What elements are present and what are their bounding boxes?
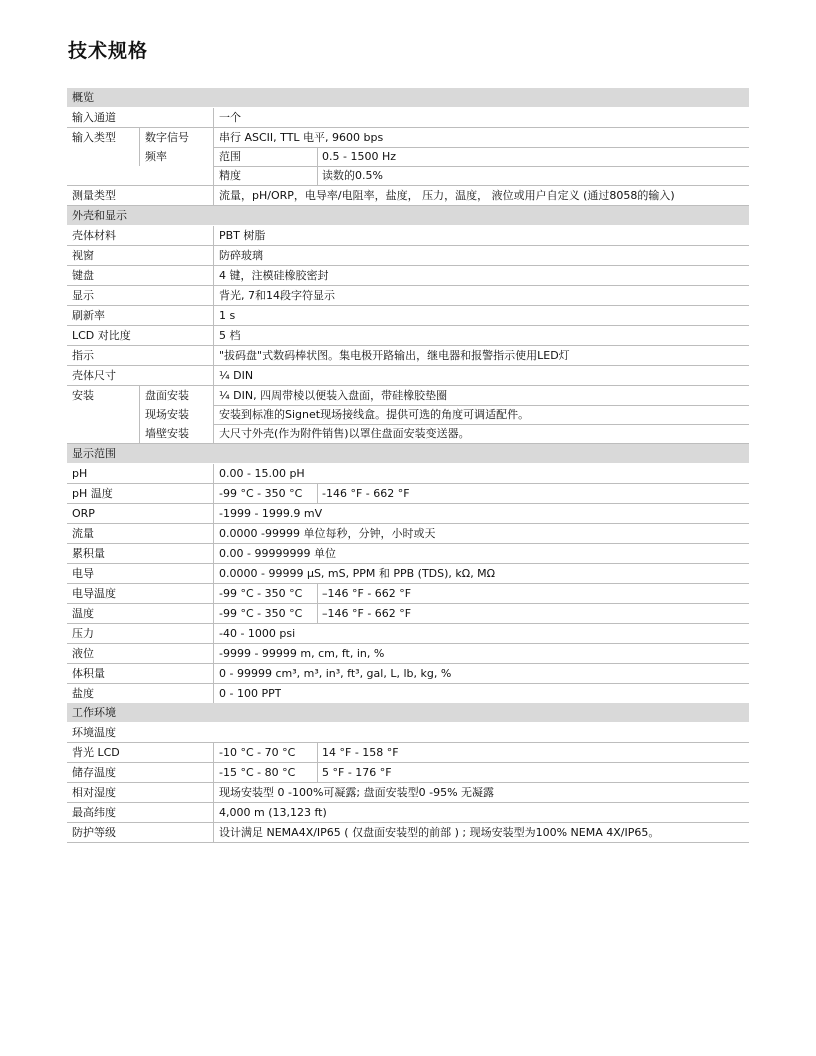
spec-row [67, 306, 749, 326]
column-divider [213, 366, 214, 385]
section-header: 工作环境 [67, 703, 749, 723]
row-label: 键盘 [72, 269, 94, 282]
spec-row [67, 803, 749, 823]
row-value: 串行 ASCII, TTL 电平, 9600 bps [219, 131, 384, 144]
row-value-secondary: -146 °F - 662 °F [322, 487, 410, 500]
spec-row [67, 286, 749, 306]
row-value: 1 s [219, 309, 236, 322]
row-label: 储存温度 [72, 766, 116, 779]
spec-row [67, 644, 749, 664]
row-sublabel: 盘面安装 [145, 389, 189, 402]
column-divider [213, 743, 214, 762]
spec-row [67, 266, 749, 286]
row-label: pH [72, 467, 88, 480]
row-label: 电导 [72, 567, 94, 580]
spec-row [67, 743, 749, 763]
row-label: 流量 [72, 527, 94, 540]
spec-row [67, 186, 749, 206]
row-value: 5 档 [219, 329, 241, 342]
spec-row [67, 424, 749, 444]
row-value: 0.00 - 15.00 pH [219, 467, 305, 480]
spec-row [67, 504, 749, 524]
row-value: 4 键，注模硅橡胶密封 [219, 269, 329, 282]
column-divider [213, 147, 214, 166]
column-divider [317, 604, 318, 623]
row-value: -9999 - 99999 m, cm, ft, in, % [219, 647, 385, 660]
column-divider [213, 266, 214, 285]
row-label: 显示 [72, 289, 94, 302]
row-value-secondary: 读数的0.5% [322, 169, 383, 182]
row-value: 防碎玻璃 [219, 249, 263, 262]
row-label: 盐度 [72, 687, 94, 700]
row-value-secondary: –146 °F - 662 °F [322, 587, 412, 600]
row-value: -40 - 1000 psi [219, 627, 296, 640]
row-label: 最高纬度 [72, 806, 116, 819]
column-divider [317, 743, 318, 762]
row-value: 精度 [219, 169, 241, 182]
row-label: 安装 [72, 389, 94, 402]
column-divider [213, 386, 214, 405]
spec-row [67, 684, 749, 703]
row-label: 防护等级 [72, 826, 116, 839]
column-divider [213, 624, 214, 643]
column-divider [213, 306, 214, 325]
row-value: -1999 - 1999.9 mV [219, 507, 323, 520]
column-divider [213, 405, 214, 424]
row-label: 背光 LCD [72, 746, 120, 759]
column-divider [213, 763, 214, 782]
row-label: 相对湿度 [72, 786, 116, 799]
spec-row [67, 524, 749, 544]
row-label: 温度 [72, 607, 94, 620]
spec-table [67, 88, 749, 843]
row-label: 壳体材料 [72, 229, 116, 242]
column-divider [213, 186, 214, 205]
section-header: 概览 [67, 88, 749, 108]
row-value: 0.0000 -99999 单位每秒，分钟，小时或天 [219, 527, 436, 540]
spec-row [67, 405, 749, 424]
row-value: 现场安装型 0 -100%可凝露; 盘面安装型0 -95% 无凝露 [219, 786, 495, 799]
column-divider [317, 763, 318, 782]
row-sublabel: 现场安装 [145, 408, 189, 421]
row-value: 安装到标准的Signet现场接线盒。提供可选的角度可调适配件。 [219, 408, 530, 421]
row-label: 累积量 [72, 547, 105, 560]
row-value: 大尺寸外壳(作为附件销售)以罩住盘面安装变送器。 [219, 427, 470, 440]
row-sublabel: 数字信号 [145, 131, 189, 144]
page-title: 技术规格 [68, 40, 149, 62]
row-value: 0.0000 - 99999 μS, mS, PPM 和 PPB (TDS), kΩ, MΩ [219, 567, 496, 580]
column-divider [213, 564, 214, 583]
spec-row [67, 326, 749, 346]
row-value: 范围 [219, 150, 241, 163]
section-header: 显示范围 [67, 444, 749, 464]
row-value: -99 °C - 350 °C [219, 587, 303, 600]
spec-row [67, 166, 749, 186]
column-divider [213, 524, 214, 543]
row-value: -10 °C - 70 °C [219, 746, 296, 759]
column-divider [139, 147, 140, 166]
row-label: 体积量 [72, 667, 105, 680]
row-label: LCD 对比度 [72, 329, 131, 342]
row-label: 电导温度 [72, 587, 116, 600]
spec-row [67, 564, 749, 584]
row-value: 一个 [219, 111, 241, 124]
spec-row [67, 783, 749, 803]
column-divider [213, 108, 214, 127]
column-divider [213, 226, 214, 245]
column-divider [213, 544, 214, 563]
column-divider [213, 584, 214, 603]
row-value: 0 - 99999 cm³, m³, in³, ft³, gal, L, lb, kg, % [219, 667, 452, 680]
column-divider [139, 424, 140, 443]
column-divider [139, 386, 140, 405]
row-label: 环境温度 [72, 726, 116, 739]
column-divider [213, 128, 214, 147]
section-header: 外壳和显示 [67, 206, 749, 226]
spec-row [67, 763, 749, 783]
spec-row [67, 604, 749, 624]
row-value: 4,000 m (13,123 ft) [219, 806, 327, 819]
row-value: 0 - 100 PPT [219, 687, 282, 700]
column-divider [213, 803, 214, 822]
row-value-secondary: 0.5 - 1500 Hz [322, 150, 396, 163]
row-value: ¼ DIN, 四周带棱以便装入盘面，带硅橡胶垫圈 [219, 389, 448, 402]
row-label: 指示 [72, 349, 94, 362]
column-divider [213, 644, 214, 663]
column-divider [213, 286, 214, 305]
spec-row [67, 584, 749, 604]
column-divider [213, 166, 214, 185]
row-value-secondary: 14 °F - 158 °F [322, 746, 399, 759]
column-divider [213, 484, 214, 503]
spec-row [67, 544, 749, 564]
spec-row [67, 664, 749, 684]
column-divider [317, 147, 318, 166]
column-divider [213, 424, 214, 443]
spec-row [67, 226, 749, 246]
row-label: 压力 [72, 627, 94, 640]
spec-row [67, 147, 749, 166]
column-divider [139, 405, 140, 424]
row-label: 液位 [72, 647, 94, 660]
spec-row [67, 346, 749, 366]
spec-row [67, 386, 749, 405]
column-divider [139, 128, 140, 147]
row-label: 壳体尺寸 [72, 369, 116, 382]
row-sublabel: 频率 [145, 150, 167, 163]
row-value: -99 °C - 350 °C [219, 487, 303, 500]
column-divider [317, 484, 318, 503]
column-divider [213, 664, 214, 683]
row-value-secondary: –146 °F - 662 °F [322, 607, 412, 620]
row-value: -99 °C - 350 °C [219, 607, 303, 620]
row-value: PBT 树脂 [219, 229, 266, 242]
row-label: 视窗 [72, 249, 94, 262]
row-value-secondary: 5 °F - 176 °F [322, 766, 392, 779]
spec-row [67, 484, 749, 504]
row-value: 0.00 - 99999999 单位 [219, 547, 336, 560]
column-divider [213, 326, 214, 345]
spec-row [67, 366, 749, 386]
column-divider [213, 504, 214, 523]
row-value: 背光, 7和14段字符显示 [219, 289, 335, 302]
column-divider [317, 584, 318, 603]
row-label: pH 温度 [72, 487, 113, 500]
row-label: 输入类型 [72, 131, 116, 144]
row-value: 流量，pH/ORP，电导率/电阻率，盐度， 压力，温度， 液位或用户自定义 (通过8058的输入) [219, 189, 675, 202]
spec-row [67, 246, 749, 266]
column-divider [213, 346, 214, 365]
spec-row [67, 624, 749, 644]
spec-row [67, 464, 749, 484]
column-divider [213, 246, 214, 265]
row-label: 输入通道 [72, 111, 116, 124]
column-divider [213, 783, 214, 802]
row-sublabel: 墙壁安装 [145, 427, 189, 440]
column-divider [213, 604, 214, 623]
spec-row [67, 823, 749, 843]
spec-row [67, 108, 749, 128]
row-label: ORP [72, 507, 95, 520]
row-label: 测量类型 [72, 189, 116, 202]
row-value: 设计满足 NEMA4X/IP65 ( 仅盘面安装型的前部 ) ; 现场安装型为100% NEMA 4X/IP65。 [219, 826, 660, 839]
row-value: -15 °C - 80 °C [219, 766, 296, 779]
row-label: 刷新率 [72, 309, 105, 322]
column-divider [213, 684, 214, 703]
column-divider [317, 166, 318, 185]
spec-row [67, 723, 749, 743]
row-value: "拔码盘"式数码棒状图。集电极开路输出，继电器和报警指示使用LED灯 [219, 349, 570, 362]
column-divider [213, 464, 214, 483]
spec-row [67, 128, 749, 147]
row-value: ¼ DIN [219, 369, 254, 382]
column-divider [213, 823, 214, 842]
